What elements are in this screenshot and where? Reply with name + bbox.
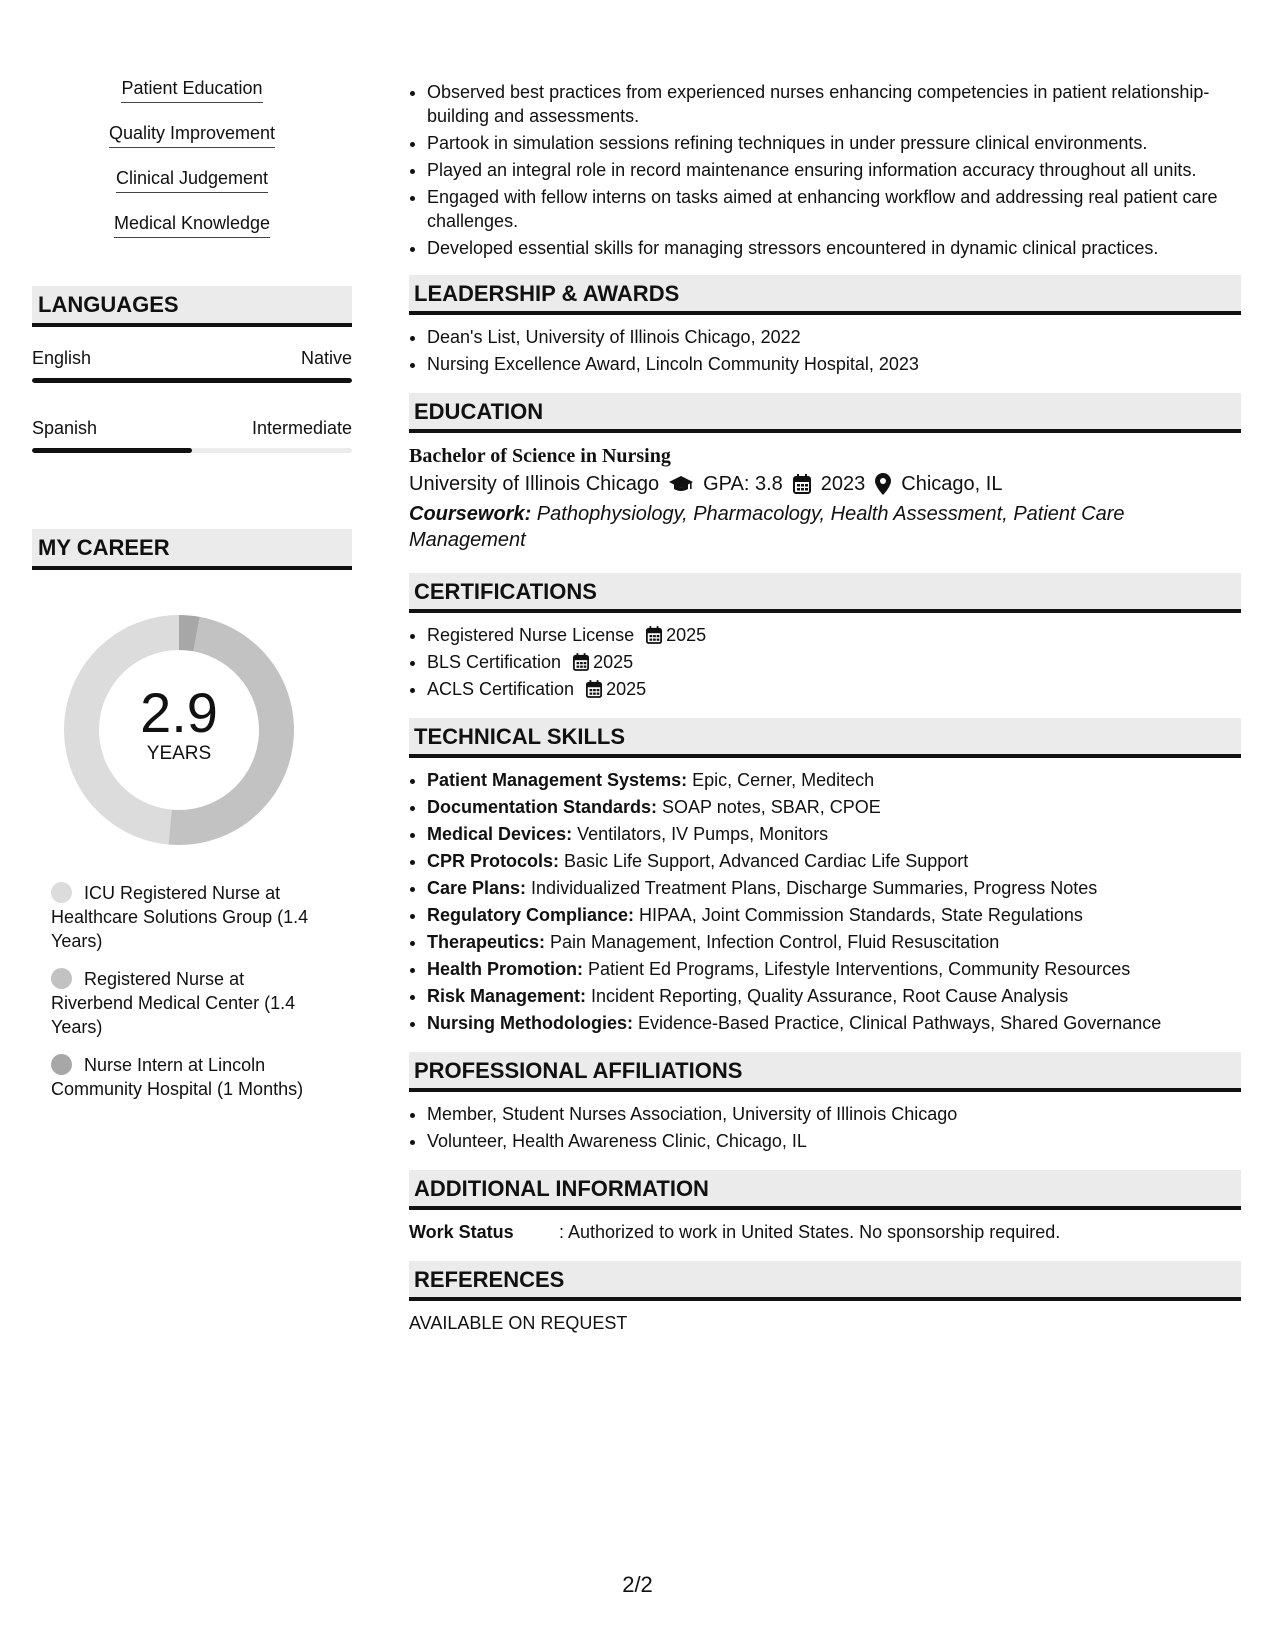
certification-name: • BLS Certification	[427, 652, 562, 672]
skill-values: Individualized Treatment Plans, Discharge Summaries, Progress Notes	[526, 878, 1098, 898]
calendar-icon	[646, 626, 662, 644]
coursework-list: Pathophysiology, Pharmacology, Health Assessment, Patient Care Management	[409, 503, 1125, 551]
certification-year: 2025	[593, 652, 634, 672]
experience-bullets	[409, 80, 1241, 260]
technical-skills-heading: TECHNICAL SKILLS	[409, 718, 1241, 758]
skill-values: Patient Ed Programs, Lifestyle Interventions, Community Resources	[583, 959, 1131, 979]
technical-skill-item	[427, 930, 1241, 954]
degree-title: Bachelor of Science in Nursing	[409, 445, 671, 467]
experience-bullet: • Partook in simulation sessions refining techniques in under pressure clinical environments.	[427, 131, 1241, 155]
additional-info-heading: ADDITIONAL INFORMATION	[409, 1170, 1241, 1210]
career-donut-chart	[64, 615, 294, 845]
work-status-row	[409, 1220, 1241, 1244]
experience-bullet: • Played an integral role in record maintenance ensuring information accuracy throughout all units.	[427, 158, 1241, 182]
right-column	[409, 80, 1241, 1335]
certification-item	[427, 623, 1241, 647]
skill-category: Patient Management Systems:	[427, 770, 688, 790]
technical-skills-list	[409, 768, 1241, 1035]
education-heading: EDUCATION	[409, 393, 1241, 433]
location-pin-icon	[875, 473, 891, 495]
education-details	[409, 469, 1241, 499]
certification-name: • ACLS Certification	[427, 679, 575, 699]
skill-tag: Clinical Judgement	[116, 166, 268, 193]
calendar-icon	[793, 474, 811, 494]
legend-dot-icon	[51, 968, 72, 989]
skill-values: Ventilators, IV Pumps, Monitors	[572, 824, 829, 844]
certifications-heading: CERTIFICATIONS	[409, 573, 1241, 613]
skill-category: Therapeutics:	[427, 932, 546, 952]
technical-skill-item	[427, 903, 1241, 927]
affiliation-item: • Volunteer, Health Awareness Clinic, Chicago, IL	[427, 1129, 1241, 1153]
skill-category: Regulatory Compliance:	[427, 905, 635, 925]
career-legend-label: ICU Registered Nurse at Healthcare Solutions Group (1.4 Years)	[51, 883, 309, 951]
experience-bullet: • Engaged with fellow interns on tasks aimed at enhancing workflow and addressing real patient care challenges.	[427, 185, 1241, 233]
language-bar	[32, 378, 352, 383]
skill-values: Pain Management, Infection Control, Fluid Resuscitation	[545, 932, 1000, 952]
languages-heading: LANGUAGES	[32, 286, 352, 327]
experience-bullet: • Developed essential skills for managing stressors encountered in dynamic clinical practices.	[427, 236, 1241, 260]
language-bar-fill	[32, 378, 352, 383]
skill-values: Incident Reporting, Quality Assurance, Root Cause Analysis	[586, 986, 1069, 1006]
skill-category: Documentation Standards:	[427, 797, 658, 817]
career-legend-item	[51, 881, 322, 953]
certification-item	[427, 650, 1241, 674]
skill-values: SOAP notes, SBAR, CPOE	[657, 797, 881, 817]
skill-category: Health Promotion:	[427, 959, 583, 979]
technical-skill-item	[427, 795, 1241, 819]
skill-category: Care Plans:	[427, 878, 527, 898]
skill-tag: Medical Knowledge	[114, 211, 270, 238]
technical-skill-item	[427, 849, 1241, 873]
certification-name: • Registered Nurse License	[427, 625, 635, 645]
legend-dot-icon	[51, 1054, 72, 1075]
calendar-icon	[586, 680, 602, 698]
career-legend	[32, 881, 322, 1101]
career-heading: MY CAREER	[32, 529, 352, 570]
legend-dot-icon	[51, 882, 72, 903]
certifications-list	[409, 623, 1241, 701]
skill-category: Risk Management:	[427, 986, 587, 1006]
technical-skill-item	[427, 957, 1241, 981]
school-location: Chicago, IL	[901, 473, 1003, 495]
language-bar	[32, 448, 352, 453]
language-bar-fill	[32, 448, 192, 453]
skill-tag: Patient Education	[121, 76, 262, 103]
award-item: • Nursing Excellence Award, Lincoln Community Hospital, 2023	[427, 352, 1241, 376]
technical-skill-item	[427, 822, 1241, 846]
career-legend-label: Nurse Intern at Lincoln Community Hospital (1 Months)	[51, 1055, 304, 1099]
skill-category: Nursing Methodologies:	[427, 1013, 633, 1033]
certification-year: 2025	[606, 679, 647, 699]
career-years-unit: YEARS	[146, 743, 212, 764]
language-name: English	[32, 348, 92, 368]
language-level: Native	[300, 348, 352, 368]
graduation-cap-icon	[669, 474, 693, 494]
affiliations-heading: PROFESSIONAL AFFILIATIONS	[409, 1052, 1241, 1092]
certification-year: 2025	[666, 625, 707, 645]
award-item: • Dean's List, University of Illinois Chicago, 2022	[427, 325, 1241, 349]
leadership-list	[409, 325, 1241, 376]
technical-skill-item	[427, 768, 1241, 792]
skill-tags	[32, 76, 352, 256]
skill-values: Evidence-Based Practice, Clinical Pathways, Shared Governance	[633, 1013, 1162, 1033]
experience-bullet: • Observed best practices from experienced nurses enhancing competencies in patient relationship-building and assessments.	[427, 80, 1241, 128]
coursework	[409, 501, 1241, 553]
page-number: 2/2	[622, 1572, 653, 1597]
career-total-years: 2.9	[140, 681, 218, 744]
technical-skill-item	[427, 876, 1241, 900]
skill-values: Epic, Cerner, Meditech	[687, 770, 875, 790]
work-status-label: Work Status	[409, 1222, 514, 1242]
certification-item	[427, 677, 1241, 701]
language-level: Intermediate	[251, 418, 352, 438]
school-name: University of Illinois Chicago	[409, 473, 660, 495]
gpa: GPA: 3.8	[703, 473, 783, 495]
skill-values: Basic Life Support, Advanced Cardiac Life Support	[559, 851, 969, 871]
leadership-heading: LEADERSHIP & AWARDS	[409, 275, 1241, 315]
language-item	[32, 417, 352, 487]
career-legend-item	[51, 967, 322, 1039]
language-name: Spanish	[32, 418, 98, 438]
language-item	[32, 347, 352, 417]
technical-skill-item	[427, 984, 1241, 1008]
languages-list	[32, 347, 352, 487]
affiliations-list	[409, 1102, 1241, 1153]
skill-category: Medical Devices:	[427, 824, 573, 844]
career-legend-item	[51, 1053, 322, 1101]
left-column	[32, 76, 352, 1115]
references-heading: REFERENCES	[409, 1261, 1241, 1301]
skill-category: CPR Protocols:	[427, 851, 560, 871]
skill-tag: Quality Improvement	[109, 121, 275, 148]
coursework-label: Coursework:	[409, 503, 532, 525]
affiliation-item: • Member, Student Nurses Association, University of Illinois Chicago	[427, 1102, 1241, 1126]
graduation-year: 2023	[820, 473, 866, 495]
technical-skill-item	[427, 1011, 1241, 1035]
calendar-icon	[573, 653, 589, 671]
career-legend-label: Registered Nurse at Riverbend Medical Center (1.4 Years)	[51, 969, 296, 1037]
references-text: AVAILABLE ON REQUEST	[409, 1313, 628, 1333]
skill-values: HIPAA, Joint Commission Standards, State Regulations	[634, 905, 1083, 925]
work-status-value: : Authorized to work in United States. No sponsorship required.	[559, 1222, 1061, 1242]
